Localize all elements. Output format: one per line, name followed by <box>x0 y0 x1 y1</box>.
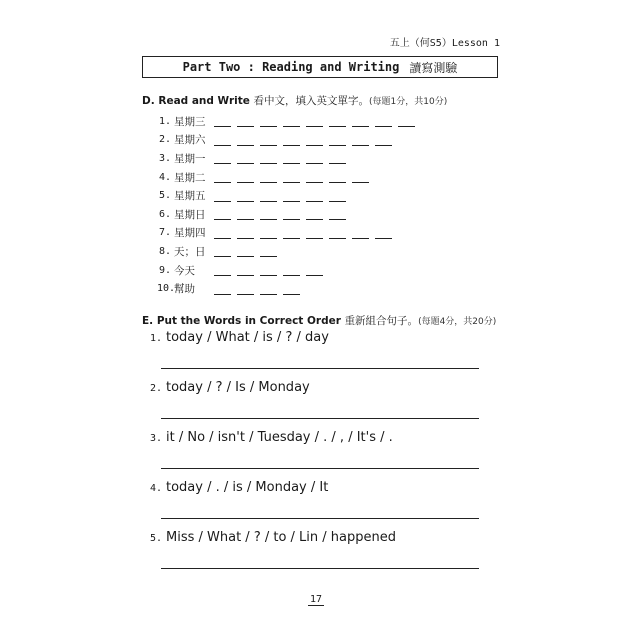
letter-blank[interactable] <box>214 182 231 183</box>
vocab-number: 5. <box>158 190 171 202</box>
letter-blank[interactable] <box>329 238 346 239</box>
vocab-chinese-word: 星期二 <box>174 171 206 184</box>
letter-blanks[interactable] <box>214 283 306 295</box>
letter-blank[interactable] <box>260 182 277 183</box>
letter-blank[interactable] <box>260 256 277 257</box>
vocab-item <box>157 261 457 280</box>
letter-blank[interactable] <box>237 275 254 276</box>
letter-blanks[interactable] <box>214 171 375 183</box>
vocab-number: 3. <box>158 152 171 164</box>
letter-blank[interactable] <box>237 256 254 257</box>
letter-blank[interactable] <box>237 201 254 202</box>
letter-blank[interactable] <box>283 219 300 220</box>
letter-blank[interactable] <box>237 219 254 220</box>
section-e-note: (每題4分，共20分) <box>418 317 497 327</box>
section-d-list <box>157 112 457 298</box>
vocab-number: 8. <box>158 245 171 257</box>
vocab-item <box>157 149 457 168</box>
letter-blanks[interactable] <box>214 245 283 257</box>
letter-blank[interactable] <box>283 201 300 202</box>
letter-blank[interactable] <box>398 126 415 127</box>
letter-blank[interactable] <box>260 201 277 202</box>
vocab-number: 4. <box>158 171 171 183</box>
sentence-item <box>150 330 490 380</box>
letter-blank[interactable] <box>329 126 346 127</box>
sentence-words: today / . / is / Monday / It <box>166 480 329 495</box>
letter-blank[interactable] <box>283 163 300 164</box>
section-e-list <box>150 330 490 580</box>
scrambled-sentence <box>150 480 490 495</box>
letter-blank[interactable] <box>352 145 369 146</box>
letter-blank[interactable] <box>375 126 392 127</box>
letter-blank[interactable] <box>260 275 277 276</box>
scrambled-sentence <box>150 430 490 445</box>
vocab-number: 9. <box>158 264 171 276</box>
letter-blank[interactable] <box>214 145 231 146</box>
letter-blank[interactable] <box>260 145 277 146</box>
letter-blank[interactable] <box>237 294 254 295</box>
letter-blank[interactable] <box>306 182 323 183</box>
letter-blank[interactable] <box>214 256 231 257</box>
vocab-chinese-word: 天；日 <box>174 245 206 258</box>
part-title-zh: 讀寫測驗 <box>409 60 458 75</box>
letter-blank[interactable] <box>329 219 346 220</box>
letter-blank[interactable] <box>237 182 254 183</box>
section-e-heading <box>142 313 496 328</box>
letter-blank[interactable] <box>260 163 277 164</box>
vocab-item <box>157 168 457 187</box>
vocab-item <box>157 242 457 261</box>
vocab-chinese-word: 星期五 <box>174 190 206 203</box>
vocab-chinese-word: 星期一 <box>174 152 206 165</box>
letter-blanks[interactable] <box>214 264 329 276</box>
letter-blank[interactable] <box>352 182 369 183</box>
letter-blank[interactable] <box>260 238 277 239</box>
letter-blank[interactable] <box>329 201 346 202</box>
vocab-item <box>157 186 457 205</box>
letter-blank[interactable] <box>214 201 231 202</box>
scrambled-sentence <box>150 380 490 395</box>
scrambled-sentence <box>150 530 490 545</box>
vocab-chinese-word: 星期日 <box>174 208 206 221</box>
letter-blank[interactable] <box>306 275 323 276</box>
answer-line[interactable] <box>161 518 479 519</box>
sentence-words: it / No / isn't / Tuesday / . / , / It's / . <box>166 430 393 445</box>
sentence-words: today / ? / Is / Monday <box>166 380 310 395</box>
sentence-number: 1. <box>150 333 163 344</box>
vocab-number: 7. <box>158 227 171 239</box>
letter-blank[interactable] <box>306 219 323 220</box>
vocab-item <box>157 205 457 224</box>
part-title-box <box>142 56 498 78</box>
sentence-number: 3. <box>150 433 163 444</box>
scrambled-sentence <box>150 330 490 345</box>
letter-blank[interactable] <box>306 201 323 202</box>
sentence-item <box>150 530 490 580</box>
sentence-words: Miss / What / ? / to / Lin / happened <box>166 530 396 545</box>
section-d-note: (每題1分，共10分) <box>369 97 448 107</box>
letter-blank[interactable] <box>283 182 300 183</box>
letter-blanks[interactable] <box>214 115 421 127</box>
letter-blanks[interactable] <box>214 152 352 164</box>
letter-blank[interactable] <box>375 145 392 146</box>
vocab-chinese-word: 星期四 <box>174 227 206 240</box>
vocab-chinese-word: 星期三 <box>174 115 206 128</box>
letter-blank[interactable] <box>214 163 231 164</box>
vocab-item <box>157 279 457 298</box>
letter-blank[interactable] <box>237 163 254 164</box>
letter-blank[interactable] <box>214 294 231 295</box>
letter-blank[interactable] <box>214 219 231 220</box>
letter-blank[interactable] <box>214 275 231 276</box>
letter-blank[interactable] <box>237 145 254 146</box>
letter-blanks[interactable] <box>214 227 398 239</box>
sentence-item <box>150 430 490 480</box>
vocab-number: 10. <box>157 283 176 295</box>
answer-line[interactable] <box>161 418 479 419</box>
part-title-en: Part Two : Reading and Writing <box>182 60 400 74</box>
vocab-chinese-word: 星期六 <box>174 134 206 147</box>
sentence-number: 5. <box>150 533 163 544</box>
sentence-number: 4. <box>150 483 163 494</box>
letter-blanks[interactable] <box>214 190 352 202</box>
letter-blank[interactable] <box>237 126 254 127</box>
vocab-chinese-word: 今天 <box>174 264 195 277</box>
letter-blanks[interactable] <box>214 208 352 220</box>
letter-blank[interactable] <box>329 182 346 183</box>
letter-blank[interactable] <box>283 126 300 127</box>
letter-blank[interactable] <box>306 126 323 127</box>
letter-blank[interactable] <box>329 163 346 164</box>
sentence-words: today / What / is / ? / day <box>166 330 329 345</box>
section-d-instruction: 看中文，填入英文單字。 <box>253 95 370 107</box>
answer-line[interactable] <box>161 568 479 569</box>
sentence-item <box>150 480 490 530</box>
letter-blank[interactable] <box>375 238 392 239</box>
page-number: 17 <box>310 594 323 605</box>
vocab-item <box>157 131 457 150</box>
section-d-heading <box>142 93 447 108</box>
letter-blank[interactable] <box>329 145 346 146</box>
letter-blank[interactable] <box>283 238 300 239</box>
vocab-number: 1. <box>158 115 171 127</box>
letter-blank[interactable] <box>260 126 277 127</box>
letter-blank[interactable] <box>214 126 231 127</box>
letter-blank[interactable] <box>283 145 300 146</box>
letter-blank[interactable] <box>306 145 323 146</box>
letter-blank[interactable] <box>260 219 277 220</box>
page-header: 五上（何S5）Lesson 1 <box>389 38 500 49</box>
section-e-instruction: 重新組合句子。 <box>344 315 419 327</box>
letter-blank[interactable] <box>352 126 369 127</box>
vocab-item <box>157 224 457 243</box>
letter-blank[interactable] <box>214 238 231 239</box>
sentence-item <box>150 380 490 430</box>
vocab-number: 6. <box>158 208 171 220</box>
answer-line[interactable] <box>161 368 479 369</box>
letter-blank[interactable] <box>260 294 277 295</box>
vocab-chinese-word: 幫助 <box>174 283 195 296</box>
vocab-item <box>157 112 457 131</box>
answer-line[interactable] <box>161 468 479 469</box>
sentence-number: 2. <box>150 383 163 394</box>
letter-blank[interactable] <box>237 238 254 239</box>
letter-blank[interactable] <box>352 238 369 239</box>
letter-blank[interactable] <box>283 294 300 295</box>
letter-blank[interactable] <box>306 163 323 164</box>
letter-blank[interactable] <box>283 275 300 276</box>
section-e-title: E. Put the Words in Correct Order <box>142 315 341 327</box>
letter-blank[interactable] <box>306 238 323 239</box>
section-d-title: D. Read and Write <box>142 95 250 107</box>
letter-blanks[interactable] <box>214 134 398 146</box>
vocab-number: 2. <box>158 134 171 146</box>
